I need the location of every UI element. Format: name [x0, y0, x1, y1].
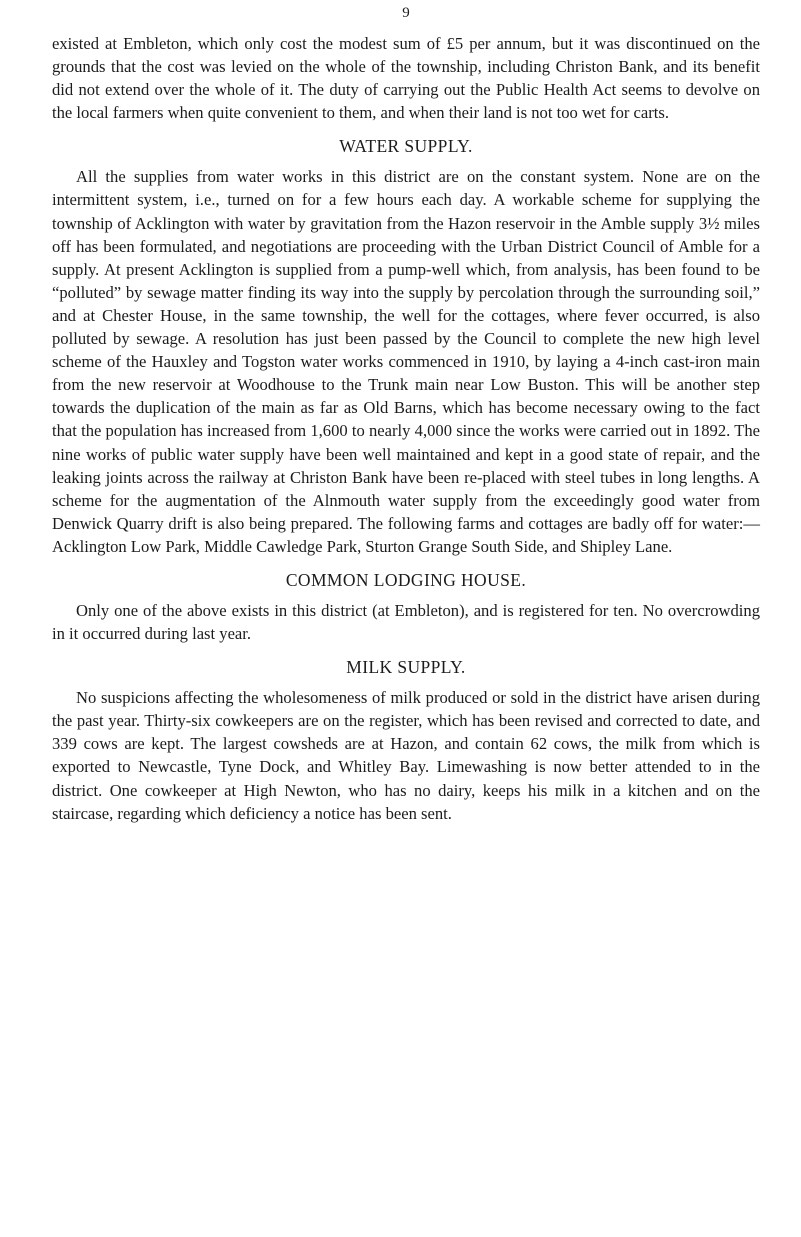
- page-number: 9: [402, 5, 410, 21]
- opening-paragraph: existed at Embleton, which only cost the modest sum of £5 per annum, but it was discontinued on the grounds that the cost was levied on the whole of the township, including Christon Bank, and its benefit did not extend over the whole of it. The duty of carrying out the Public Health Act seems to devolve on the local farmers when quite convenient to them, and when their land is not too wet for carts.: [52, 34, 760, 123]
- milk-supply-heading: MILK SUPPLY.: [346, 657, 466, 678]
- milk-supply-paragraph: No suspicions affecting the wholesomeness of milk produced or sold in the district have arisen during the past year. Thirty-six cowkeepers are on the register, which has been revised and corrected to date, and 339 cows are kept. The largest cowsheds are at Hazon, and contain 62 cows, the milk from which is exported to Newcastle, Tyne Dock, and Whitley Bay. Limewashing is now better attended to in the district. One cowkeeper at High Newton, who has no dairy, keeps his milk in a kitchen and on the staircase, regarding which deficiency a notice has been sent.: [52, 688, 760, 823]
- common-lodging-house-paragraph: Only one of the above exists in this district (at Embleton), and is registered for ten. No overcrowding in it occurred during last year.: [52, 600, 760, 644]
- water-supply-heading: WATER SUPPLY.: [339, 136, 473, 157]
- water-supply-paragraph: All the supplies from water works in this district are on the constant system. None are on the intermittent system, i.e., turned on for a few hours each day. A workable scheme for supplying the township of Acklington with water by gravitation from the Hazon reservoir in the Amble supply 3½ miles off has been formulated, and negotiations are proceeding with the Urban District Council of Amble for a supply. At present Acklington is supplied from a pump-well which, from analysis, has been found to be “polluted” by sewage matter finding its way into the supply by percolation through the surrounding soil,” and at Chester House, in the same township, the well for the cottages, where fever occurred, is also polluted by sewage. A resolution has just been passed by the Council to complete the new high level scheme of the Hauxley and Togston water works commenced in 1910, by laying a 4-inch cast-iron main from the new reservoir at Woodhouse to the Trunk main near Low Buston. This will be another step towards the duplication of the main as far as Old Barns, which has become necessary owing to the fact that the population has increased from 1,600 to nearly 4,000 since the works were carried out in 1892. The nine works of public water supply have been well maintained and kept in a good state of repair, and the leaking joints across the railway at Christon Bank have been re-placed with steel tubes in long lengths. A scheme for the augmentation of the Alnmouth water supply from the exceedingly good water from Denwick Quarry drift is also being prepared. The following farms and cottages are badly off for water:—Acklington Low Park, Middle Cawledge Park, Sturton Grange South Side, and Shipley Lane.: [52, 167, 760, 556]
- report-body: [52, 32, 760, 825]
- common-lodging-house-heading: COMMON LODGING HOUSE.: [285, 569, 527, 590]
